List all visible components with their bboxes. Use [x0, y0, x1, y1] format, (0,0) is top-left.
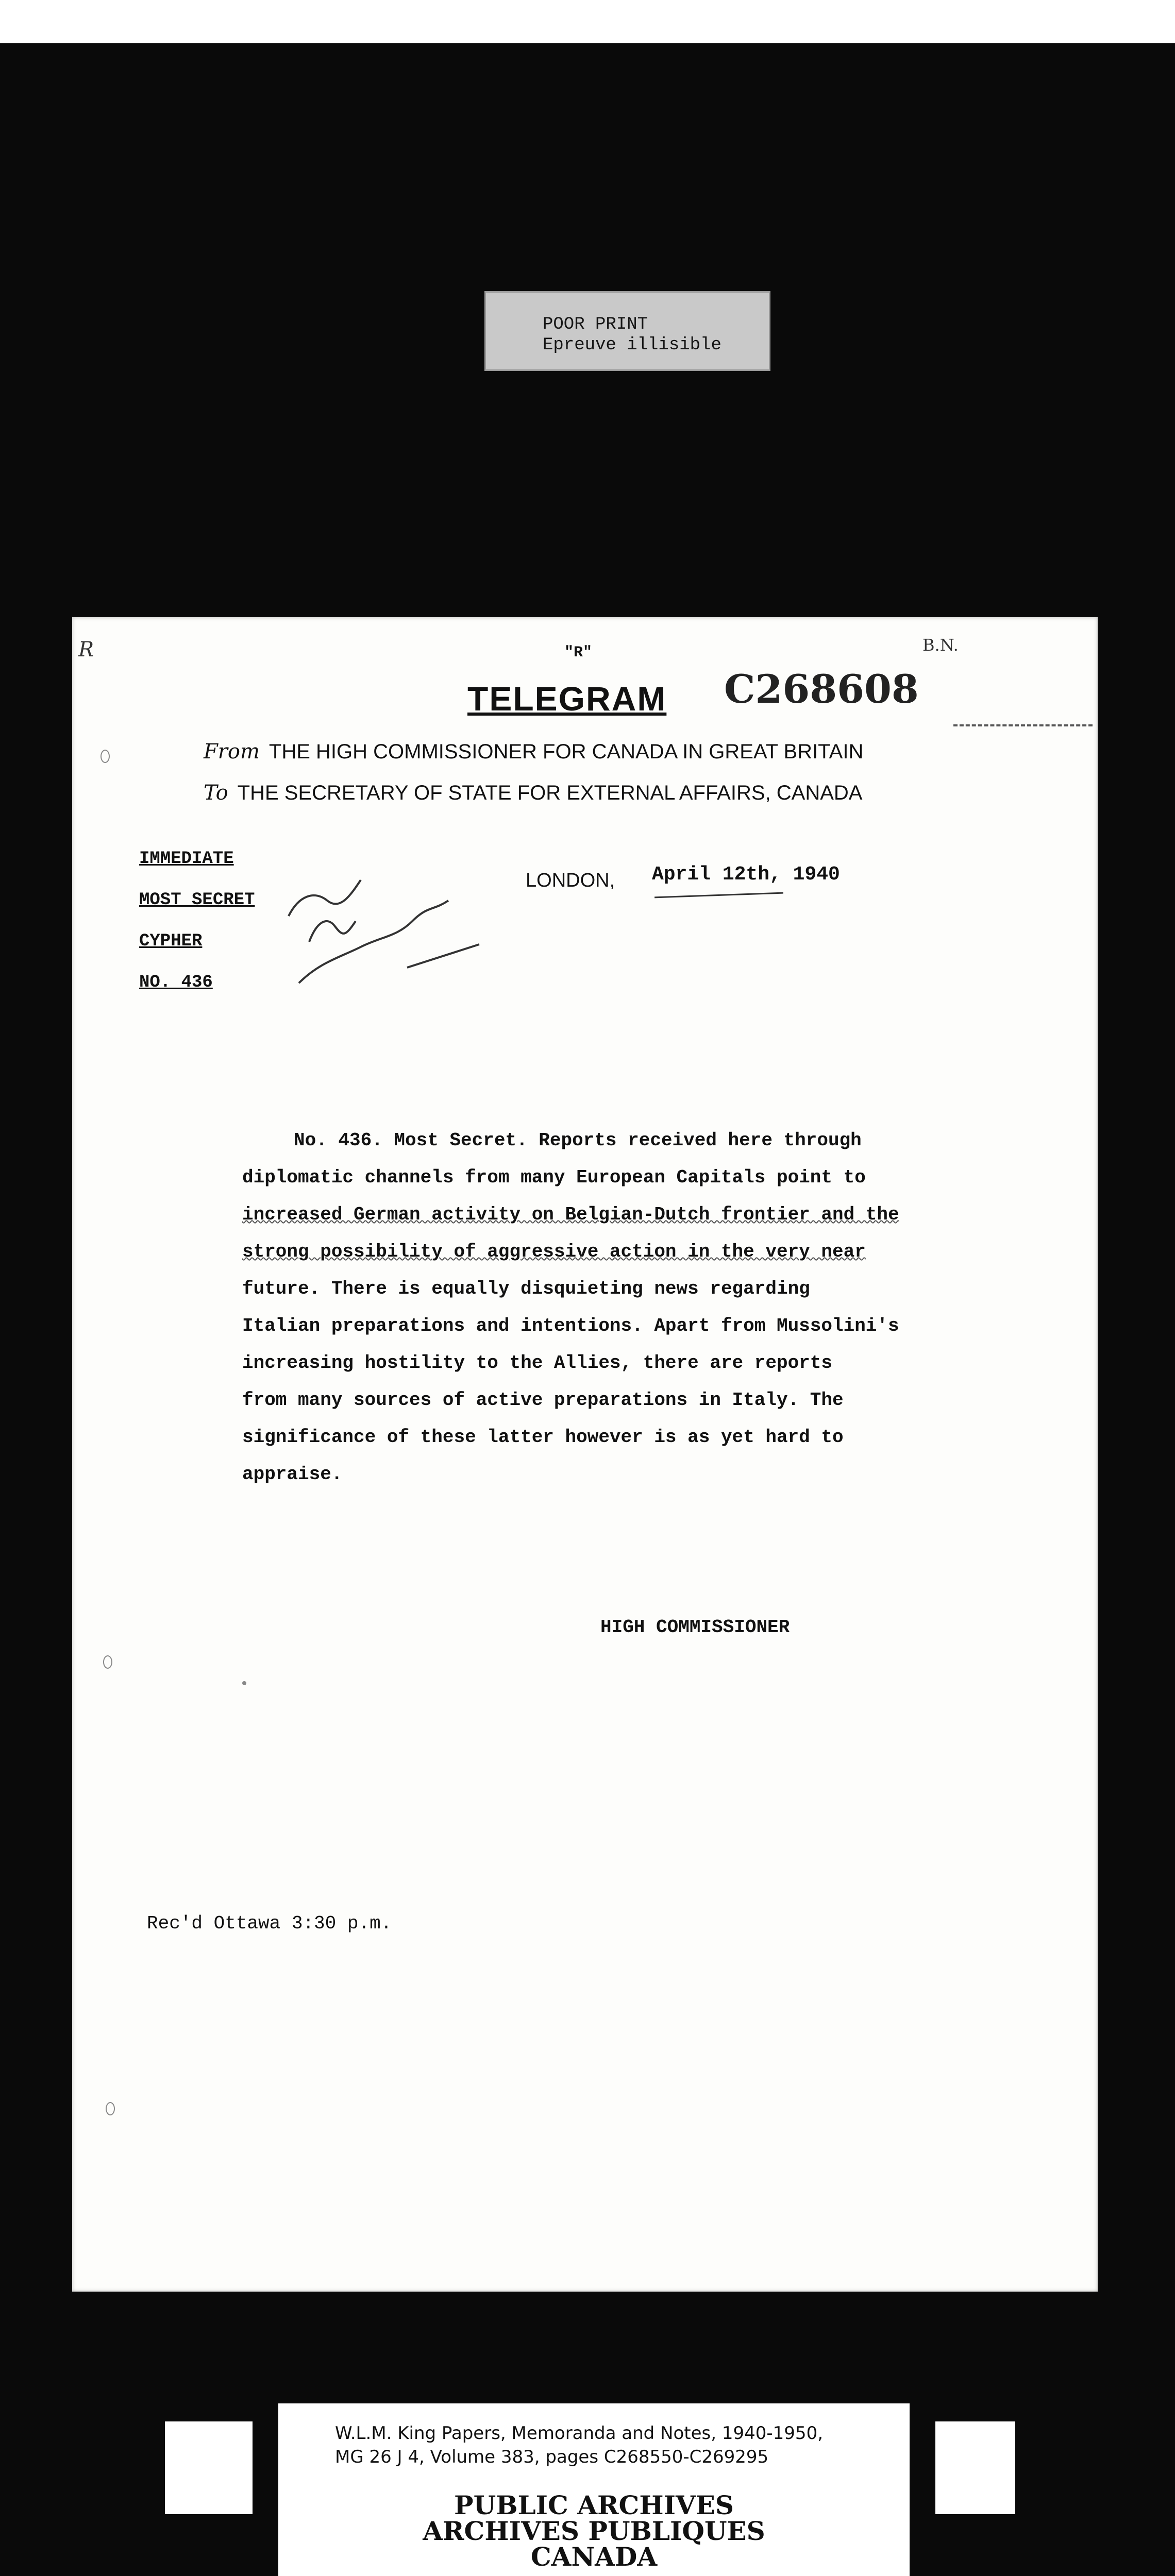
from-label: From: [204, 740, 260, 764]
archive-citation: [335, 2421, 823, 2469]
poor-print-line-1: POOR PRINT: [543, 315, 648, 334]
from-value: THE HIGH COMMISSIONER FOR CANADA IN GREAT BRITAIN: [268, 740, 864, 763]
body-line: No. 436. Most Secret. Reports received here through: [294, 1130, 862, 1151]
telegram-document: [72, 617, 1098, 2292]
archive-panel-wing-right: [933, 2421, 1015, 2514]
corner-mark-left: R: [78, 638, 94, 662]
stamp-line-2: ARCHIVES PUBLIQUES: [423, 2516, 765, 2546]
to-line: [204, 781, 862, 805]
body-line: significance of these latter however is as yet hard to: [242, 1427, 844, 1448]
scan-speck: [242, 1681, 246, 1685]
telegram-title: TELEGRAM: [467, 680, 667, 718]
body-line: future. There is equally disquieting news regarding: [242, 1278, 810, 1299]
date-underline: [654, 892, 783, 899]
poor-print-line-2: Epreuve illisible: [543, 335, 721, 355]
body-line: from many sources of active preparations in Italy. The: [242, 1389, 844, 1411]
document-number: C268608: [724, 666, 919, 712]
body-line: appraise.: [242, 1464, 343, 1485]
citation-line-1: W.L.M. King Papers, Memoranda and Notes, 1940-1950,: [335, 2423, 824, 2444]
place-of-origin: LONDON,: [526, 870, 615, 891]
poor-print-notice: [484, 291, 770, 371]
to-label: To: [204, 781, 228, 805]
corner-mark-right: B.N.: [922, 635, 959, 655]
from-line: [204, 740, 863, 764]
divider-line: [953, 724, 1093, 726]
archives-stamp: [278, 2490, 910, 2572]
priority-label: IMMEDIATE: [139, 849, 234, 869]
received-note: Rec'd Ottawa 3:30 p.m.: [147, 1913, 392, 1934]
body-line-underlined: increased German activity on Belgian-Dutch frontier and the: [242, 1204, 899, 1225]
punch-hole-mark: [100, 750, 110, 763]
telegram-number-label: NO. 436: [139, 973, 213, 992]
handwritten-annotation: [278, 859, 505, 1004]
stamp-line-3: CANADA: [530, 2541, 658, 2572]
top-border-strip: [0, 0, 1175, 43]
stamp-line-1: PUBLIC ARCHIVES: [454, 2490, 734, 2520]
body-line-underlined: strong possibility of aggressive action in the very near: [242, 1241, 866, 1262]
body-line: Italian preparations and intentions. Apart from Mussolini's: [242, 1315, 899, 1336]
signature: HIGH COMMISSIONER: [600, 1617, 790, 1638]
to-value: THE SECRETARY OF STATE FOR EXTERNAL AFFAIRS, CANADA: [237, 782, 863, 804]
classification-marker: "R": [564, 644, 593, 662]
citation-line-2: MG 26 J 4, Volume 383, pages C268550-C269295: [335, 2447, 769, 2467]
telegram-body: [242, 1122, 1093, 1493]
archive-panel-bar-right: [910, 2403, 935, 2524]
body-line: increasing hostility to the Allies, there are reports: [242, 1352, 832, 1374]
punch-hole-mark: [106, 2102, 115, 2115]
telegram-date: April 12th, 1940: [652, 863, 840, 886]
secrecy-label: MOST SECRET: [139, 890, 255, 910]
punch-hole-mark: [103, 1655, 112, 1669]
body-line: diplomatic channels from many European Capitals point to: [242, 1167, 866, 1188]
cypher-label: CYPHER: [139, 931, 203, 951]
archive-panel-bar-left: [253, 2403, 278, 2524]
